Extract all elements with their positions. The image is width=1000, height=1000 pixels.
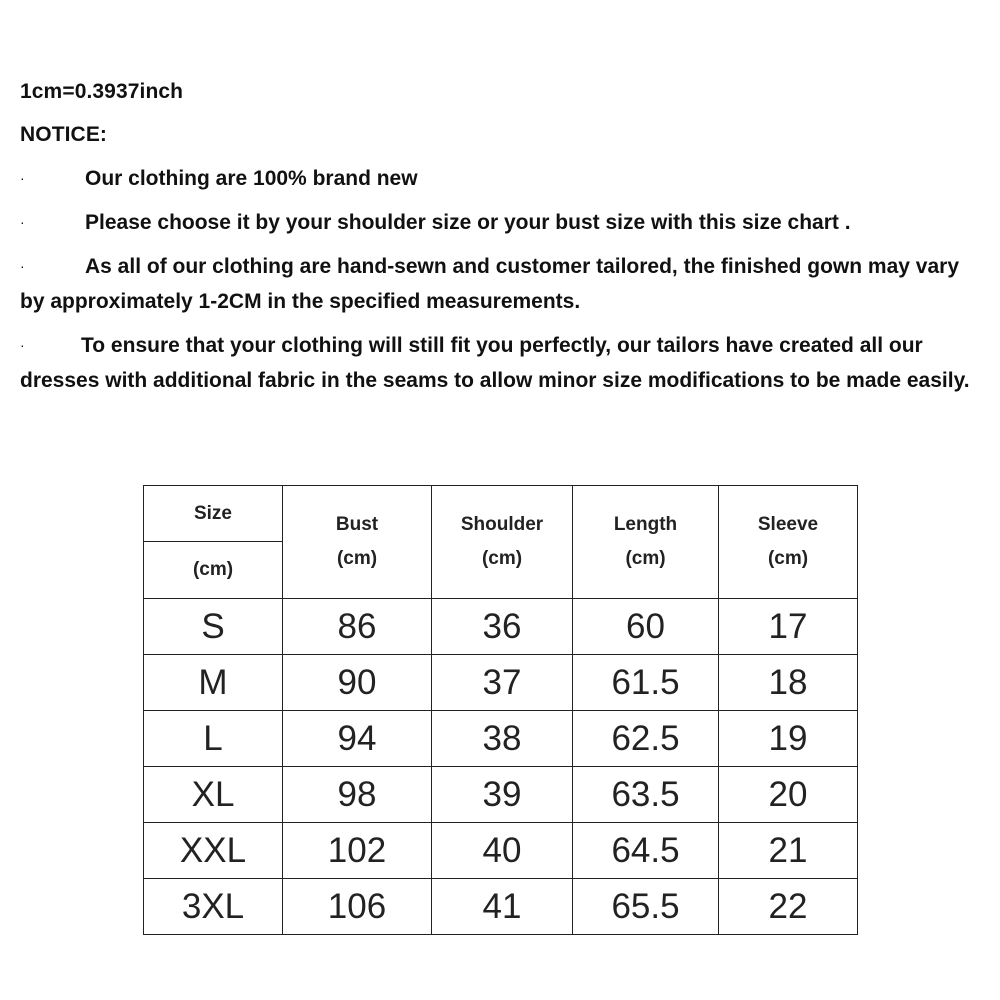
shoulder-cell: 39: [432, 767, 573, 823]
notice-section: [20, 74, 980, 398]
size-cell: XXL: [144, 823, 283, 879]
size-cell: XL: [144, 767, 283, 823]
bust-cell: 94: [283, 711, 432, 767]
length-cell: 60: [573, 599, 719, 655]
notice-item-text: As all of our clothing are hand-sewn and customer tailored, the finished gown may vary by approximately 1-2CM in the specified measurements.: [20, 255, 959, 313]
shoulder-cell: 40: [432, 823, 573, 879]
table-row: [144, 711, 858, 767]
sleeve-cell: 20: [719, 767, 858, 823]
table-row: [144, 879, 858, 935]
bust-cell: 86: [283, 599, 432, 655]
notice-item: [20, 161, 980, 196]
notice-item-text: To ensure that your clothing will still fit you perfectly, our tailors have created all our dresses with additional fabric in the seams to allow minor size modifications to be made easily.: [20, 334, 970, 392]
notice-item: [20, 205, 980, 240]
notice-item: [20, 249, 980, 319]
notice-item: [20, 328, 980, 398]
length-cell: 63.5: [573, 767, 719, 823]
shoulder-cell: 36: [432, 599, 573, 655]
shoulder-cell: 37: [432, 655, 573, 711]
column-header-label: Shoulder: [460, 514, 544, 535]
sleeve-cell: 17: [719, 599, 858, 655]
length-cell: 61.5: [573, 655, 719, 711]
column-header-unit: (cm): [481, 548, 523, 569]
column-header-unit: (cm): [767, 548, 809, 569]
table-row: [144, 823, 858, 879]
table-header-row: [144, 486, 858, 542]
table-row: [144, 599, 858, 655]
column-header-unit: (cm): [625, 548, 666, 569]
column-header-label: Sleeve: [757, 514, 819, 535]
notice-title: NOTICE:: [20, 123, 108, 146]
shoulder-cell: 41: [432, 879, 573, 935]
table-row: [144, 767, 858, 823]
sleeve-cell: 19: [719, 711, 858, 767]
notice-item-text: Our clothing are 100% brand new: [85, 167, 418, 190]
size-unit-cell: [144, 542, 283, 599]
table-row: [144, 655, 858, 711]
bullet-icon: ·: [20, 214, 25, 230]
bust-cell: 106: [283, 879, 432, 935]
column-header-shoulder: [432, 486, 573, 599]
column-header-sleeve: [719, 486, 858, 599]
length-cell: 65.5: [573, 879, 719, 935]
size-header-cell: [144, 486, 283, 542]
bullet-icon: ·: [20, 170, 25, 186]
column-header-length: [573, 486, 719, 599]
bust-cell: 90: [283, 655, 432, 711]
size-cell: 3XL: [144, 879, 283, 935]
sleeve-cell: 21: [719, 823, 858, 879]
column-header-label: Bust: [335, 514, 379, 535]
size-cell: S: [144, 599, 283, 655]
sleeve-cell: 18: [719, 655, 858, 711]
column-header-bust: [283, 486, 432, 599]
size-unit-label: (cm): [192, 559, 234, 580]
length-cell: 62.5: [573, 711, 719, 767]
column-header-unit: (cm): [336, 548, 378, 569]
sleeve-cell: 22: [719, 879, 858, 935]
bullet-icon: ·: [20, 337, 25, 353]
size-cell: M: [144, 655, 283, 711]
shoulder-cell: 38: [432, 711, 573, 767]
bust-cell: 98: [283, 767, 432, 823]
notice-item-text: Please choose it by your shoulder size or your bust size with this size chart .: [85, 211, 851, 234]
size-chart-table: [143, 485, 858, 935]
size-header-label: Size: [193, 502, 233, 524]
size-cell: L: [144, 711, 283, 767]
bust-cell: 102: [283, 823, 432, 879]
bullet-icon: ·: [20, 258, 25, 274]
length-cell: 64.5: [573, 823, 719, 879]
unit-conversion: 1cm=0.3937inch: [20, 80, 184, 103]
column-header-label: Length: [613, 514, 678, 535]
